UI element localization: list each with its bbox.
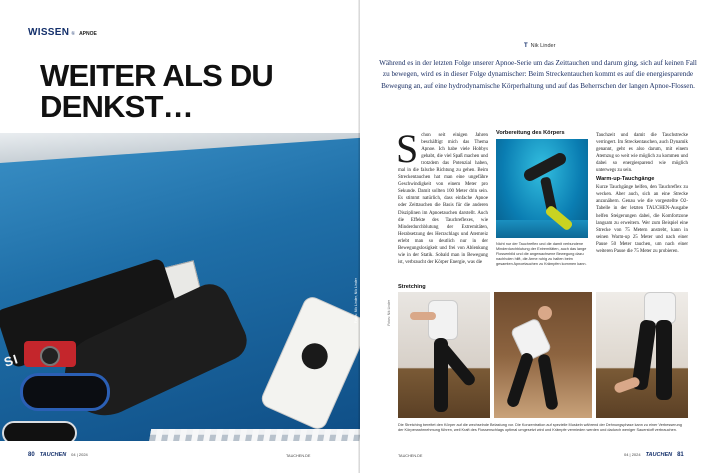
caption-vorbereitung: Nicht nur der Tauchreflex und die damit verbundene Minderdurchblutung der Extremitäten, auch das lange Flossenbild und die angewachsene Bewegung dazu nachholen hilft, die Arme ruhig zu halten beim gesamten Apnoetauchen zu Krämpfen kommen kann. xyxy=(496,242,587,266)
magazine-name-right: TAUCHEN xyxy=(645,452,673,458)
section-topic: APNOE xyxy=(79,31,97,37)
fin-brand-text: SI xyxy=(2,351,21,370)
lead-paragraph: Während es in der letzten Folge unserer Apnoe-Serie um das Zeittauchen und darum ging, sich auf keinen Fall zu bewegen, wird es in dieser Folge dynamischer: Beim Streckentauchen kommt es auf die energiesparende Bewegung an, auf eine hydrodynamische Körperhaltung und auf das Beherrschen der langen Apnoe-Flossen. xyxy=(379,59,697,90)
page-number-right: 81 xyxy=(677,452,684,458)
woman-foot xyxy=(613,376,641,394)
woman-arm xyxy=(410,312,436,320)
monofin xyxy=(259,294,360,432)
magazine-name: TAUCHEN xyxy=(39,452,67,458)
woman-top xyxy=(428,300,458,340)
issue-number-right: 04 | 2024 xyxy=(624,452,641,457)
pool-grate xyxy=(125,429,360,441)
swim-goggles xyxy=(2,421,77,441)
pool-floor xyxy=(496,220,588,238)
stretch-photo-2 xyxy=(494,292,592,418)
dive-mask xyxy=(20,373,110,411)
section-tag xyxy=(28,27,97,38)
woman-leg-left xyxy=(506,352,535,409)
subhead-vorbereitung: Vorbereitung des Körpers xyxy=(496,130,565,136)
stretch-photo-3 xyxy=(596,292,688,418)
registered-mark: ® xyxy=(71,32,76,37)
subhead-stretching: Stretching xyxy=(398,284,426,290)
woman-head xyxy=(538,306,552,320)
issue-number: 04 | 2024 xyxy=(71,452,88,457)
pool-edge xyxy=(0,133,360,163)
woman-leg-right xyxy=(656,320,672,400)
body-column-1 xyxy=(396,126,488,266)
drop-cap: S xyxy=(396,126,419,171)
camera-icon xyxy=(24,341,76,367)
author-name: Nik Linder xyxy=(530,43,556,49)
caption-stretching: Die Stretching bereitet den Körper auf die wechselnde Belastung vor. Die Konzentration auf spezielle Muskeln während der Dehnungsphase kann zu einer Verbesserung der Körperwahrnehmung führen, weil Kraft des Flossenschlags optimal umgesetzt wird und Krämpfe vermieden werden und dadurch weniger Sauerstoff verbrauchen. xyxy=(398,423,682,432)
footer-url-right: TAUCHEN.DE xyxy=(398,454,423,458)
section-name: WISSEN xyxy=(28,27,70,38)
stretching-credit: Fotos: Nik Linder xyxy=(387,300,391,326)
headline: WEITER ALS DU DENKST… xyxy=(40,58,273,124)
footer-right xyxy=(624,452,684,458)
freediver-photo xyxy=(496,139,588,238)
stretch-photo-1 xyxy=(398,292,490,418)
body-text-3a: Tauchzeit und damit die Tauchstrecke verringert. Im Streckentauchen, auch Dynamik genannt, geht es also darum, mit einem Atemzug so weit wie möglich zu kommen und dabei so energiesparend wie möglich unterwegs zu sein. xyxy=(596,133,688,174)
body-column-3 xyxy=(596,132,688,255)
page-number: 80 xyxy=(28,452,35,458)
woman-leg-right xyxy=(537,353,559,410)
footer-url: TAUCHEN.DE xyxy=(286,454,311,458)
body-text-3b: Kurze Tauchgänge helfen, den Tauchreflex zu wecken. Aber auch, sich an eine Strecke anzunähern. Genau wie die vorgestellte O2-Tabelle in der letzten TAUCHEN-Ausgabe helfen Steigerungen dabei, die Komfortzone langsam zu erweitern. Wer zum Beispiel eine Strecke von 75 Metern anstrebt, kann in seinen Warm-up 25 Meter und nach einer Pause 50 Meter tauchen, um nach einer weiteren Pause die 75 Meter zu probieren. xyxy=(596,185,688,254)
equipment-photo xyxy=(0,133,360,441)
body-text-1: chon seit einigen Jahren beschäftigt mich das Thema Apnoe. Ich habe viele Hobbys gehabt, die viel Spaß machen und trotzdem das Potenzial haben, mal in die falsche Richtung zu gehen. Beim Streckentauchen hat man eine ungefähre Geschwindigkeit von einem Meter pro Sekunde. Damit sollten 100 Meter drin sein. Es stimmt natürlich, dass einfache Apnoe oder Zeittauchen die Basis für die anderen Disziplinen im Apnoetauchen darstellt. Auch die Effekte des Tauchreflexes, wie Minderdurchblutung der Extremitäten, Herabsetzung des Herzschlags und Atemreiz erlebt man so deutlich nur in der Bewegungslosigkeit und frei von Ablenkung wie in der Statik. Sobald man in Bewegung ist, verbraucht der Körper Energie, was die xyxy=(398,133,488,265)
author-line xyxy=(524,43,555,49)
subhead-warmup: Warm-up-Tauchgänge xyxy=(596,176,655,183)
footer-left xyxy=(28,452,88,458)
text-icon: T xyxy=(524,43,528,49)
photo-credit: Fotos: Nik Linder, Nik Linder xyxy=(354,278,358,324)
